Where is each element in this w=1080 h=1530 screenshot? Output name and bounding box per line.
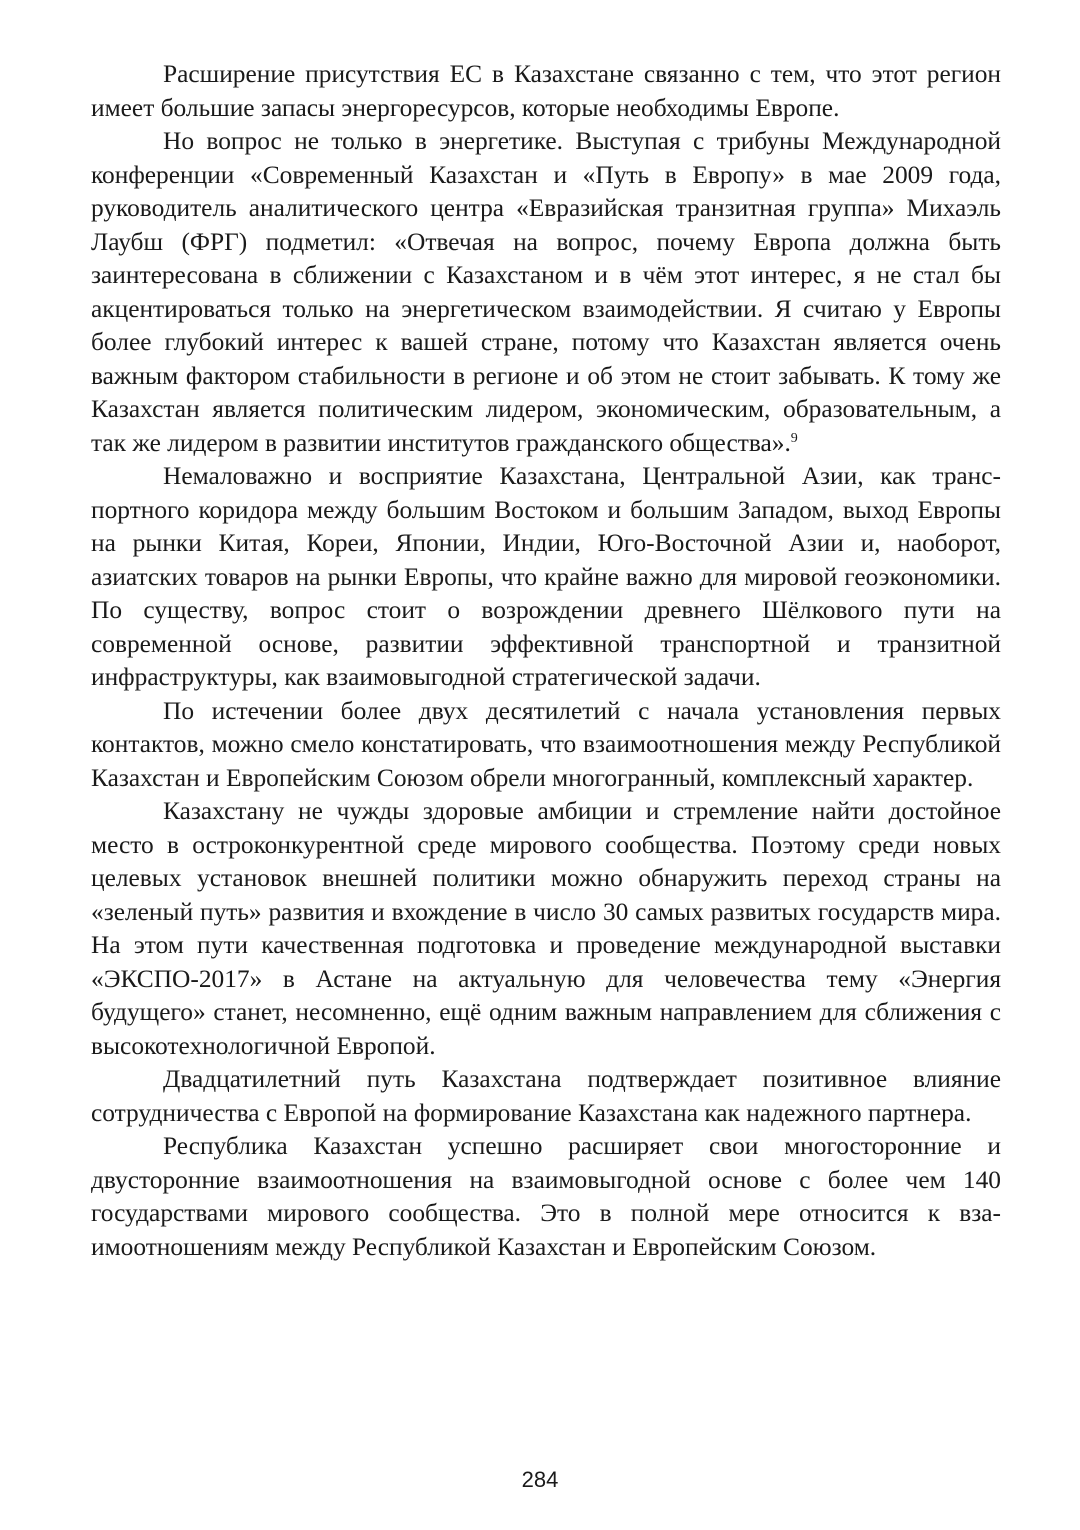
paragraph: Двадцатилетний путь Казахстана подтверждает позитивное влияние сотрудничества с Европой на формирование Казахстана как надежного партнера. <box>91 1065 1001 1127</box>
paragraph: Но вопрос не только в энергетике. Выступая с трибуны Международной конференции «Современный Казахстан и «Путь в Европу» в мае 2009 года, руководитель аналитического центра «Евразийская транзитная группа» Михаэль Лаубш (ФРГ) подметил: «Отвечая на вопрос, почему Европа должна быть заинтересована в сближении с Казахстаном и в чём этот интерес, я не стал бы акцентироваться только на энергетическом взаимодействии. Я считаю у Европы более глубокий интерес к вашей стране, потому что Казахстан является очень важным фактором стабильности в регионе и об этом не стоит забывать. К тому же Казахстан является политическим лидером, экономическим, образовательным, а так же лидером в развитии институтов гражданского общества».$^9$ <box>91 127 1001 457</box>
paragraph: Немаловажно и восприятие Казахстана, Центральной Азии, как транспортного коридора между большим Востоком и большим Западом, выход Европы на рынки Китая, Кореи, Японии, Индии, Юго-Восточной Азии и, наоборот, азиатских товаров на рынки Европы, что крайне важно для мировой геоэкономики. По существу, вопрос стоит о возрождении древнего Шёлкового пути на современной основе, развитии эффективной транспортной и транзитной инфраструктуры, как взаимовыгодной стратегической задачи. <box>91 462 1001 691</box>
paragraph: Казахстану не чужды здоровые амбиции и стремление найти достойное место в остроконкурентной среде мирового сообщества. Поэтому среди новых целевых установок внешней политики можно обнаружить переход страны на «зеленый путь» развития и вхождение в число 30 самых развитых государств мира. На этом пути качественная подготовка и проведение международной выставки «ЭКСПО-2017» в Астане на актуальную для человечества тему «Энергия будущего» станет, несомненно, ещё одним важным направлением для сближения с высокотехнологичной Европой. <box>91 797 1001 1060</box>
page-number: 284 <box>521 1467 559 1492</box>
paragraph: Расширение присутствия ЕС в Казахстане связанно с тем, что этот регион имеет большие запасы энергоресурсов, которые необходимы Европе. <box>91 60 1001 122</box>
paragraph: Республика Казахстан успешно расширяет свои многосторонние и двусторонние взаимоотношения на взаимовыгодной основе с более чем 140 государствами мирового сообщества. Это в полной мере относится к взаимоотношениям между Республикой Казахстан и Европейским Союзом. <box>91 1132 1001 1261</box>
footnote-reference[interactable]: 9 <box>790 430 798 446</box>
paragraph: По истечении более двух десятилетий с начала установления первых контактов, можно смело констатировать, что взаимоотношения между Республикой Казахстан и Европейским Союзом обрели многогранный, комплексный характер. <box>91 696 1001 792</box>
document-body <box>91 58 1001 1264</box>
